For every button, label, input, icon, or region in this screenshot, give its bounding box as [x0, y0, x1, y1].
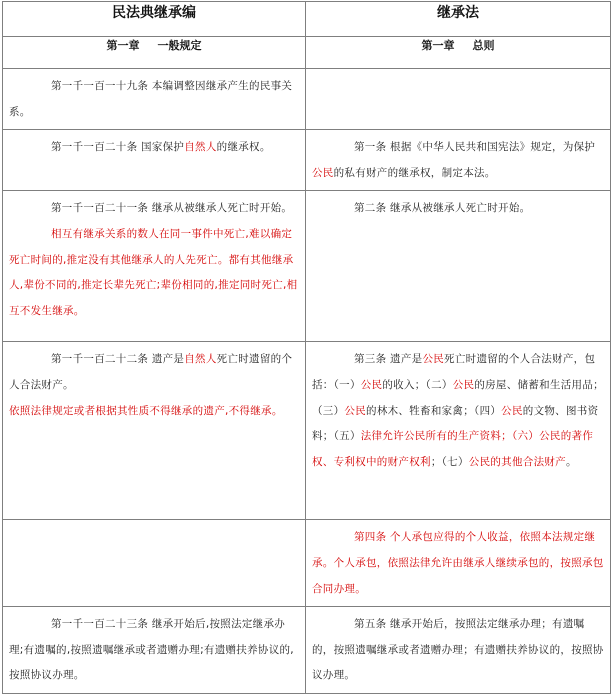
highlighted-term: 公民 [452, 378, 475, 391]
right-cell [306, 520, 611, 607]
right-chapter-number: 第一章 [421, 39, 455, 52]
left-chapter-number: 第一章 [106, 39, 140, 52]
right-chapter-heading [306, 37, 611, 69]
right-cell [306, 607, 611, 694]
highlighted-term: 自然人 [184, 353, 217, 366]
left-cell [3, 607, 306, 694]
table-row [3, 69, 611, 130]
right-cell [306, 342, 611, 520]
table-row [3, 607, 611, 694]
left-cell [3, 130, 306, 191]
highlighted-term: 著作权、专利权中的财产权利 [312, 430, 594, 468]
highlighted-term: 公民 [360, 378, 383, 391]
highlighted-term: 法律允许公民所有的生产资料；（六） [360, 430, 540, 443]
left-cell [3, 191, 306, 342]
chapter-row [3, 37, 611, 69]
highlighted-term: 自然人 [184, 141, 217, 154]
table-row [3, 520, 611, 607]
left-cell-empty [3, 520, 306, 607]
article-text: 第三条 遗产是公民死亡时遗留的个人合法财产，包括：（一）公民的收入；（二）公民的房屋、储蓄和生活用品；（三）公民的林木、牲畜和家禽；（四）公民的文物、图书资料；（五）法律允许公民所有的生产资料；（六）公民的著作权、专利权中的财产权利；（七）公民的其他合法财产。 [312, 353, 604, 468]
right-cell-empty [306, 69, 611, 130]
table-row [3, 342, 611, 520]
article-text: 第一千一百二十三条 继承开始后,按照法定继承办理;有遗嘱的,按照遗嘱继承或者遗赠办理;有遗赠扶养协议的,按照协议办理。 [9, 618, 294, 682]
highlighted-term: 公民 [422, 353, 445, 366]
left-column-title: 民法典继承编 [3, 2, 306, 37]
comparison-table [2, 1, 611, 694]
article-text: 第一千一百二十一条 继承从被继承人死亡时开始。 [51, 202, 293, 215]
article-text: 第一千一百二十条 国家保护自然人的继承权。 [51, 141, 271, 154]
article-text: 第五条 继承开始后，按照法定继承办理；有遗嘱的，按照遗嘱继承或者遗赠办理；有遗赠扶养协议的，按照协议办理。 [312, 618, 604, 682]
article-text: 第二条 继承从被继承人死亡时开始。 [354, 202, 531, 215]
left-cell [3, 342, 306, 520]
article-text: 第一千一百二十二条 遗产是自然人死亡时遗留的个人合法财产。 [9, 353, 293, 391]
deleted-provision-text: 第四条 个人承包应得的个人收益，依照本法规定继承。个人承包，依照法律允许由继承人继续承包的，按照承包合同办理。 [312, 531, 604, 595]
table-row [3, 191, 611, 342]
new-provision-text: 依照法律规定或者根据其性质不得继承的遗产,不得继承。 [9, 404, 283, 417]
highlighted-term: 公民 [344, 404, 367, 417]
highlighted-term: 公民 [501, 404, 523, 417]
right-cell [306, 191, 611, 342]
left-chapter-heading [3, 37, 306, 69]
highlighted-term: 公民的其他合法财产 [468, 455, 566, 468]
table-row [3, 130, 611, 191]
new-provision-text: 相互有继承关系的数人在同一事件中死亡,难以确定死亡时间的,推定没有其他继承人的人先死亡。都有其他继承人,辈份不同的,推定长辈先死亡;辈份相同的,推定同时死亡,相互不发生继承。 [9, 227, 298, 317]
article-text: 第一条 根据《中华人民共和国宪法》规定，为保护公民的私有财产的继承权，制定本法。 [312, 141, 596, 179]
right-cell [306, 130, 611, 191]
highlighted-term: 公民 [312, 166, 334, 179]
header-row [3, 2, 611, 37]
right-chapter-name: 总则 [472, 39, 495, 52]
left-cell [3, 69, 306, 130]
right-column-title: 继承法 [306, 2, 611, 37]
left-chapter-name: 一般规定 [157, 39, 202, 52]
article-text: 第一千一百一十九条 本编调整因继承产生的民事关系。 [9, 80, 293, 118]
